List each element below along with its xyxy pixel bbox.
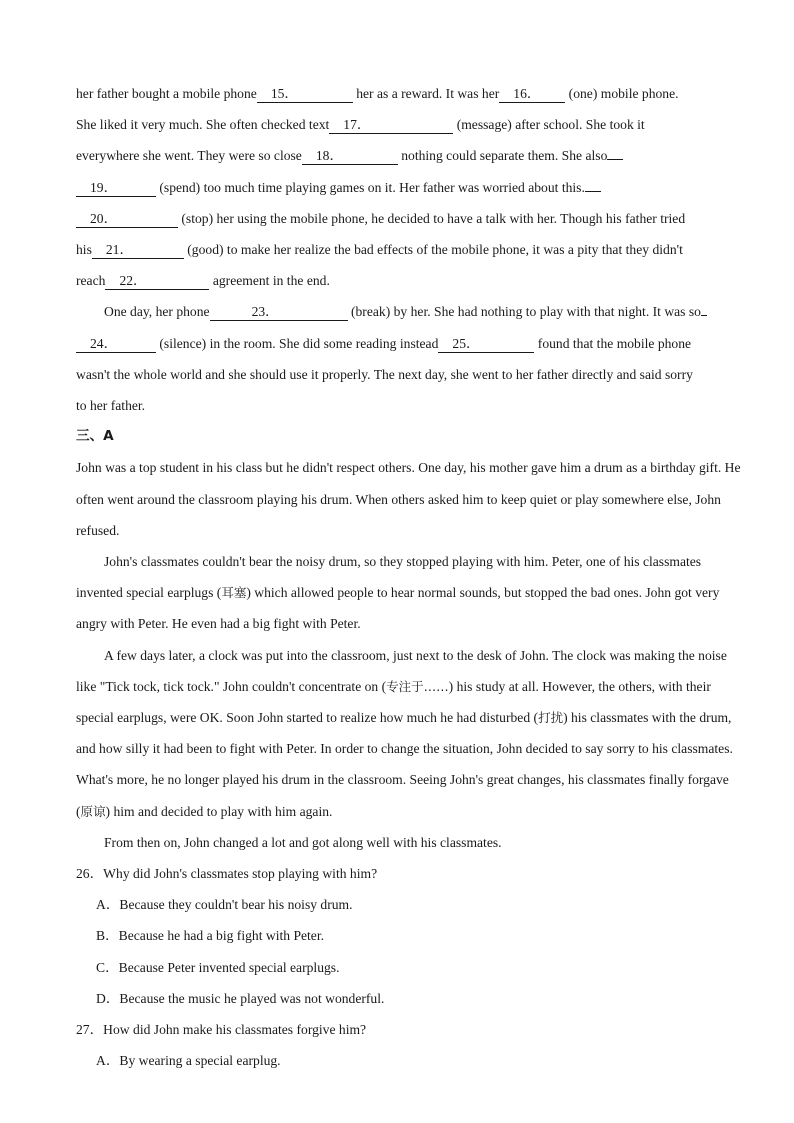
passage-text: One day, her phone — [104, 304, 210, 320]
passage-text: his — [76, 242, 92, 258]
blank-20[interactable] — [76, 211, 178, 228]
blank-number: 16． — [513, 86, 541, 101]
blank-number: 17． — [343, 117, 371, 133]
passage-text: reach — [76, 273, 106, 289]
passage-text: (one) mobile phone. — [565, 86, 679, 101]
paragraph-text: John's classmates couldn't bear the noisy drum, so they stopped playing with him. Peter, one of his classmates invented special earplugs ( — [76, 554, 702, 601]
paragraph-text: ) him and decided to play with him again. — [105, 803, 333, 819]
passage-line — [76, 328, 748, 359]
blank-17[interactable] — [329, 117, 453, 134]
blank-number: 15． — [270, 86, 299, 101]
passage-line — [76, 109, 748, 140]
underline-gap — [701, 315, 707, 316]
blank-21[interactable] — [92, 242, 184, 259]
passage-text: agreement in the end. — [209, 273, 330, 289]
passage-text: (break) by her. She had nothing to play with that night. It was so — [347, 304, 701, 320]
blank-16[interactable] — [499, 86, 565, 103]
reading-paragraph — [76, 546, 748, 640]
underline-gap — [607, 159, 623, 160]
blank-23[interactable] — [210, 304, 348, 321]
answer-option[interactable]: A．Because they couldn't bear his noisy drum. — [96, 897, 353, 913]
passage-line — [76, 140, 748, 171]
paragraph-text: ) his study at all. However, the others, with their special earplugs, were OK. Soon John started to realize how much he had disturbed ( — [76, 678, 711, 726]
passage-line: to her father. — [76, 398, 146, 414]
blank-19[interactable] — [76, 180, 156, 197]
blank-22[interactable] — [105, 273, 209, 290]
question-stem: 26．Why did John's classmates stop playing with him? — [76, 866, 378, 882]
passage-line — [76, 203, 748, 234]
passage-text: (silence) in the room. She did some reading instead — [156, 335, 439, 351]
passage-text: everywhere she went. They were so close — [76, 148, 302, 164]
paragraph-text: ) which allowed people to hear normal sounds, but stopped the bad ones. John got very angry with Peter. He even had a big fight with Peter. — [76, 585, 720, 632]
passage-text: (spend) too much time playing games on it. Her father was worried about this. — [156, 179, 585, 195]
reading-paragraph — [76, 640, 748, 827]
document-page — [76, 78, 748, 1077]
reading-paragraph: John was a top student in his class but he didn't respect others. One day, his mother gave him a drum as a birthday gift. He often went around the classroom playing his drum. When others asked him to keep quiet or play somewhere else, John refused. — [76, 460, 741, 538]
blank-number: 21． — [105, 242, 134, 258]
blank-number: 25． — [452, 335, 480, 351]
question-stem: 27．How did John make his classmates forgive him? — [76, 1022, 367, 1038]
passage-text: her as a reward. It was her — [352, 86, 500, 101]
passage-line — [76, 78, 748, 109]
passage-text: (good) to make her realize the bad effects of the mobile phone, it was a pity that they didn't — [183, 242, 683, 258]
reading-paragraph: From then on, John changed a lot and got along well with his classmates. — [104, 834, 502, 850]
answer-option[interactable]: B．Because he had a big fight with Peter. — [96, 928, 325, 944]
answer-option[interactable]: A．By wearing a special earplug. — [96, 1053, 281, 1069]
section-heading: 三、A — [76, 428, 114, 445]
blank-number: 18． — [315, 148, 344, 164]
passage-text: found that the mobile phone — [534, 335, 692, 351]
blank-24[interactable] — [76, 336, 156, 353]
paragraph-text: ) his classmates with the drum, and how silly it had been to fight with Peter. In order to change the situation, John decided to say sorry to his classmates. What's more, he no longer played his drum in the classroom. Seeing John's great changes, his classmates finally forgave ( — [76, 710, 733, 819]
passage-line: wasn't the whole world and she should use it properly. The next day, she went to her father directly and said sorry — [76, 366, 693, 382]
blank-number: 24． — [90, 335, 118, 351]
passage-text: her father bought a mobile phone — [76, 86, 257, 101]
blank-number: 20． — [90, 210, 118, 226]
blank-number: 19． — [90, 179, 118, 195]
answer-option[interactable]: C．Because Peter invented special earplugs. — [96, 959, 340, 975]
underline-gap — [585, 191, 601, 192]
blank-25[interactable] — [438, 336, 534, 353]
passage-line — [76, 172, 748, 203]
passage-text: (message) after school. She took it — [453, 117, 645, 133]
passage-line — [76, 265, 748, 296]
chinese-gloss: 原谅 — [80, 803, 106, 819]
passage-text: She liked it very much. She often checked text — [76, 117, 330, 133]
blank-number: 22． — [119, 273, 147, 289]
chinese-gloss: 打扰 — [538, 710, 564, 726]
chinese-gloss: 专注于…… — [386, 678, 449, 694]
passage-text: nothing could separate them. She also — [397, 148, 608, 164]
passage-line — [76, 234, 748, 265]
answer-option[interactable]: D．Because the music he played was not wonderful. — [96, 990, 385, 1006]
paragraph-text: A few days later, a clock was put into the classroom, just next to the desk of John. The clock was making the noise like "Tick tock, tick tock." John couldn't concentrate on ( — [76, 647, 727, 694]
blank-15[interactable] — [257, 86, 353, 103]
chinese-gloss: 耳塞 — [221, 585, 247, 601]
passage-line — [76, 296, 748, 327]
passage-text: (stop) her using the mobile phone, he decided to have a talk with her. Though his father tried — [178, 210, 686, 226]
blank-18[interactable] — [302, 148, 398, 165]
blank-number: 23． — [251, 304, 279, 320]
